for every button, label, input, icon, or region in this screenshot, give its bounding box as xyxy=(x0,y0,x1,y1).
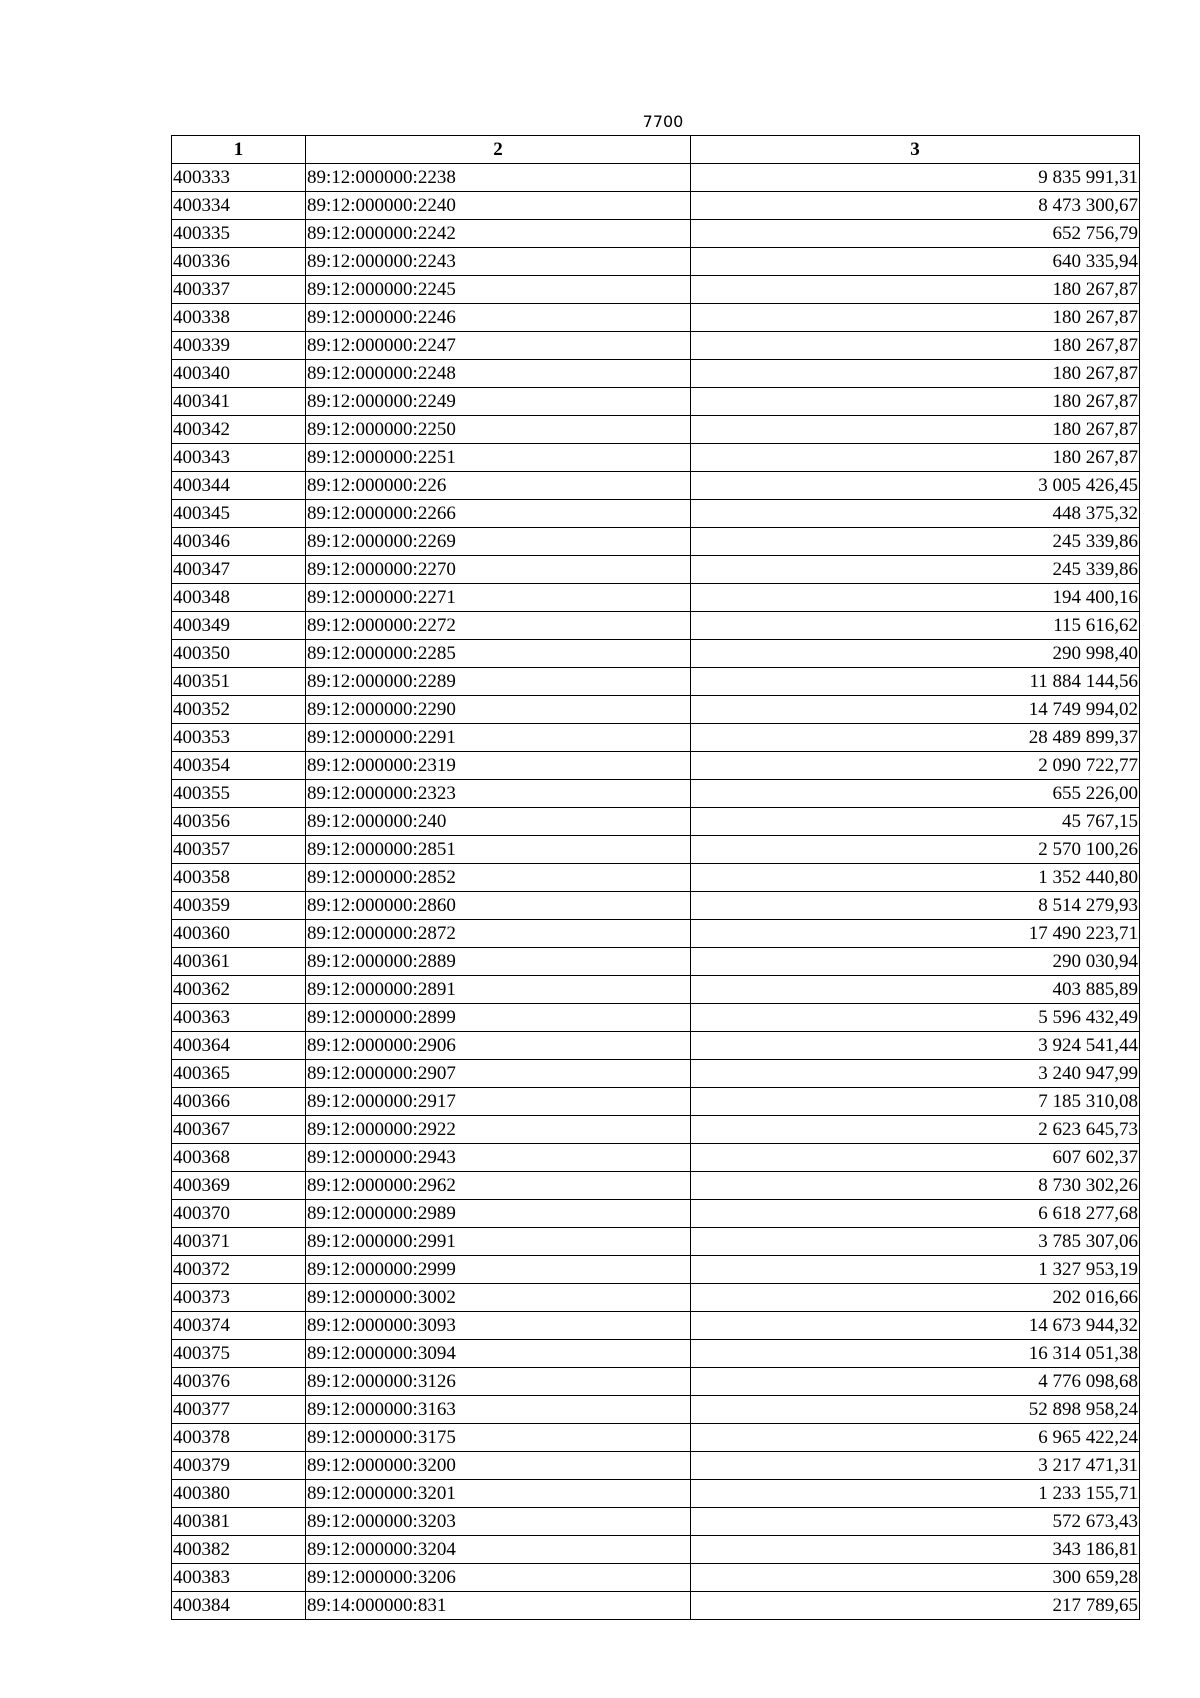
cell-cadastral-number: 89:12:000000:3200 xyxy=(306,1452,691,1480)
table-row xyxy=(172,668,1140,696)
cell-number: 400369 xyxy=(172,1172,306,1200)
column-header-3: 3 xyxy=(691,136,1140,164)
cell-cadastral-number: 89:12:000000:2889 xyxy=(306,948,691,976)
cell-value: 4 776 098,68 xyxy=(691,1368,1140,1396)
table-row xyxy=(172,1032,1140,1060)
cell-cadastral-number: 89:12:000000:2851 xyxy=(306,836,691,864)
cell-cadastral-number: 89:12:000000:2270 xyxy=(306,556,691,584)
cell-value: 180 267,87 xyxy=(691,276,1140,304)
cell-cadastral-number: 89:12:000000:2906 xyxy=(306,1032,691,1060)
cell-cadastral-number: 89:12:000000:2323 xyxy=(306,780,691,808)
cell-value: 652 756,79 xyxy=(691,220,1140,248)
cell-value: 9 835 991,31 xyxy=(691,164,1140,192)
cell-value: 11 884 144,56 xyxy=(691,668,1140,696)
cell-number: 400347 xyxy=(172,556,306,584)
cell-cadastral-number: 89:12:000000:3201 xyxy=(306,1480,691,1508)
cell-cadastral-number: 89:12:000000:2290 xyxy=(306,696,691,724)
table-row xyxy=(172,1536,1140,1564)
cell-value: 14 749 994,02 xyxy=(691,696,1140,724)
table-row xyxy=(172,780,1140,808)
cell-cadastral-number: 89:12:000000:2249 xyxy=(306,388,691,416)
cell-number: 400375 xyxy=(172,1340,306,1368)
table-row xyxy=(172,388,1140,416)
cell-value: 8 730 302,26 xyxy=(691,1172,1140,1200)
table-header xyxy=(172,136,1140,164)
cell-number: 400334 xyxy=(172,192,306,220)
cell-number: 400360 xyxy=(172,920,306,948)
cell-number: 400383 xyxy=(172,1564,306,1592)
table-row xyxy=(172,920,1140,948)
cell-value: 8 514 279,93 xyxy=(691,892,1140,920)
cell-value: 290 998,40 xyxy=(691,640,1140,668)
table-row xyxy=(172,360,1140,388)
cell-cadastral-number: 89:12:000000:2247 xyxy=(306,332,691,360)
table-row xyxy=(172,556,1140,584)
cell-value: 2 090 722,77 xyxy=(691,752,1140,780)
cell-number: 400351 xyxy=(172,668,306,696)
cell-value: 6 965 422,24 xyxy=(691,1424,1140,1452)
cell-cadastral-number: 89:12:000000:2907 xyxy=(306,1060,691,1088)
table-row xyxy=(172,584,1140,612)
cell-value: 1 233 155,71 xyxy=(691,1480,1140,1508)
cell-cadastral-number: 89:12:000000:3204 xyxy=(306,1536,691,1564)
cell-value: 180 267,87 xyxy=(691,388,1140,416)
cell-cadastral-number: 89:12:000000:3093 xyxy=(306,1312,691,1340)
cell-value: 607 602,37 xyxy=(691,1144,1140,1172)
table-row xyxy=(172,1368,1140,1396)
cell-cadastral-number: 89:12:000000:2999 xyxy=(306,1256,691,1284)
cell-number: 400370 xyxy=(172,1200,306,1228)
cell-cadastral-number: 89:12:000000:2251 xyxy=(306,444,691,472)
page-number: 7700 xyxy=(642,112,684,131)
table-row xyxy=(172,1508,1140,1536)
cell-number: 400335 xyxy=(172,220,306,248)
header-row xyxy=(172,136,1140,164)
table-row xyxy=(172,948,1140,976)
cell-cadastral-number: 89:12:000000:2872 xyxy=(306,920,691,948)
table-row xyxy=(172,808,1140,836)
cell-value: 14 673 944,32 xyxy=(691,1312,1140,1340)
cell-value: 448 375,32 xyxy=(691,500,1140,528)
cell-cadastral-number: 89:12:000000:2962 xyxy=(306,1172,691,1200)
cell-number: 400372 xyxy=(172,1256,306,1284)
cell-number: 400366 xyxy=(172,1088,306,1116)
cell-value: 300 659,28 xyxy=(691,1564,1140,1592)
cell-number: 400367 xyxy=(172,1116,306,1144)
cell-number: 400345 xyxy=(172,500,306,528)
cell-number: 400349 xyxy=(172,612,306,640)
cell-value: 2 623 645,73 xyxy=(691,1116,1140,1144)
table-row xyxy=(172,1200,1140,1228)
cell-number: 400384 xyxy=(172,1592,306,1620)
table-row xyxy=(172,724,1140,752)
table-row xyxy=(172,640,1140,668)
cell-cadastral-number: 89:12:000000:2238 xyxy=(306,164,691,192)
cell-number: 400356 xyxy=(172,808,306,836)
cell-value: 202 016,66 xyxy=(691,1284,1140,1312)
cell-value: 640 335,94 xyxy=(691,248,1140,276)
cell-number: 400364 xyxy=(172,1032,306,1060)
cell-value: 572 673,43 xyxy=(691,1508,1140,1536)
cell-value: 245 339,86 xyxy=(691,556,1140,584)
cell-number: 400342 xyxy=(172,416,306,444)
cell-number: 400365 xyxy=(172,1060,306,1088)
cell-number: 400348 xyxy=(172,584,306,612)
cell-number: 400379 xyxy=(172,1452,306,1480)
cell-cadastral-number: 89:12:000000:2285 xyxy=(306,640,691,668)
table-row xyxy=(172,1004,1140,1032)
cell-number: 400381 xyxy=(172,1508,306,1536)
cell-number: 400380 xyxy=(172,1480,306,1508)
table-row xyxy=(172,1312,1140,1340)
cell-value: 7 185 310,08 xyxy=(691,1088,1140,1116)
cell-value: 45 767,15 xyxy=(691,808,1140,836)
cell-number: 400355 xyxy=(172,780,306,808)
table-row xyxy=(172,416,1140,444)
cell-value: 3 217 471,31 xyxy=(691,1452,1140,1480)
cell-cadastral-number: 89:12:000000:2289 xyxy=(306,668,691,696)
cell-number: 400382 xyxy=(172,1536,306,1564)
cell-number: 400371 xyxy=(172,1228,306,1256)
cell-cadastral-number: 89:12:000000:2243 xyxy=(306,248,691,276)
cell-cadastral-number: 89:12:000000:2272 xyxy=(306,612,691,640)
cell-number: 400346 xyxy=(172,528,306,556)
cell-number: 400378 xyxy=(172,1424,306,1452)
cell-value: 3 240 947,99 xyxy=(691,1060,1140,1088)
table-row xyxy=(172,1116,1140,1144)
table-row xyxy=(172,444,1140,472)
cell-number: 400377 xyxy=(172,1396,306,1424)
table-row xyxy=(172,696,1140,724)
table-row xyxy=(172,1424,1140,1452)
cell-number: 400376 xyxy=(172,1368,306,1396)
table-row xyxy=(172,1592,1140,1620)
table-row xyxy=(172,332,1140,360)
cell-value: 180 267,87 xyxy=(691,332,1140,360)
cell-cadastral-number: 89:12:000000:240 xyxy=(306,808,691,836)
data-table xyxy=(171,135,1140,1620)
cell-cadastral-number: 89:12:000000:3094 xyxy=(306,1340,691,1368)
cell-value: 1 352 440,80 xyxy=(691,864,1140,892)
table-row xyxy=(172,248,1140,276)
cell-cadastral-number: 89:12:000000:2991 xyxy=(306,1228,691,1256)
cell-number: 400363 xyxy=(172,1004,306,1032)
cell-cadastral-number: 89:12:000000:3126 xyxy=(306,1368,691,1396)
cell-cadastral-number: 89:12:000000:2860 xyxy=(306,892,691,920)
cell-cadastral-number: 89:12:000000:2271 xyxy=(306,584,691,612)
table-row xyxy=(172,1284,1140,1312)
cell-value: 194 400,16 xyxy=(691,584,1140,612)
cell-cadastral-number: 89:12:000000:2291 xyxy=(306,724,691,752)
cell-number: 400352 xyxy=(172,696,306,724)
cell-cadastral-number: 89:12:000000:2269 xyxy=(306,528,691,556)
cell-number: 400339 xyxy=(172,332,306,360)
table-row xyxy=(172,1172,1140,1200)
table-row xyxy=(172,528,1140,556)
table-row xyxy=(172,1452,1140,1480)
table-row xyxy=(172,220,1140,248)
table-row xyxy=(172,1564,1140,1592)
cell-cadastral-number: 89:12:000000:2246 xyxy=(306,304,691,332)
cell-cadastral-number: 89:12:000000:3163 xyxy=(306,1396,691,1424)
table-row xyxy=(172,164,1140,192)
table-row xyxy=(172,1256,1140,1284)
cell-cadastral-number: 89:12:000000:2989 xyxy=(306,1200,691,1228)
cell-number: 400343 xyxy=(172,444,306,472)
cell-number: 400362 xyxy=(172,976,306,1004)
table-row xyxy=(172,752,1140,780)
table-row xyxy=(172,1228,1140,1256)
cell-cadastral-number: 89:12:000000:2917 xyxy=(306,1088,691,1116)
cell-cadastral-number: 89:12:000000:2242 xyxy=(306,220,691,248)
cell-value: 3 924 541,44 xyxy=(691,1032,1140,1060)
cell-cadastral-number: 89:12:000000:2943 xyxy=(306,1144,691,1172)
cell-value: 115 616,62 xyxy=(691,612,1140,640)
cell-cadastral-number: 89:12:000000:2922 xyxy=(306,1116,691,1144)
cell-number: 400359 xyxy=(172,892,306,920)
cell-number: 400354 xyxy=(172,752,306,780)
cell-cadastral-number: 89:12:000000:2248 xyxy=(306,360,691,388)
table-row xyxy=(172,1060,1140,1088)
table-row xyxy=(172,192,1140,220)
cell-value: 3 785 307,06 xyxy=(691,1228,1140,1256)
cell-number: 400368 xyxy=(172,1144,306,1172)
table-row xyxy=(172,1340,1140,1368)
column-header-1: 1 xyxy=(172,136,306,164)
cell-cadastral-number: 89:12:000000:2240 xyxy=(306,192,691,220)
table-row xyxy=(172,472,1140,500)
cell-number: 400337 xyxy=(172,276,306,304)
cell-number: 400338 xyxy=(172,304,306,332)
cell-number: 400373 xyxy=(172,1284,306,1312)
cell-cadastral-number: 89:12:000000:3206 xyxy=(306,1564,691,1592)
cell-cadastral-number: 89:12:000000:2852 xyxy=(306,864,691,892)
cell-number: 400336 xyxy=(172,248,306,276)
cell-value: 28 489 899,37 xyxy=(691,724,1140,752)
cell-value: 2 570 100,26 xyxy=(691,836,1140,864)
cell-value: 217 789,65 xyxy=(691,1592,1140,1620)
table-row xyxy=(172,304,1140,332)
cell-value: 343 186,81 xyxy=(691,1536,1140,1564)
table-row xyxy=(172,1396,1140,1424)
table-body xyxy=(172,164,1140,1620)
cell-number: 400350 xyxy=(172,640,306,668)
cell-number: 400344 xyxy=(172,472,306,500)
cell-cadastral-number: 89:12:000000:2891 xyxy=(306,976,691,1004)
cell-value: 180 267,87 xyxy=(691,444,1140,472)
table-row xyxy=(172,892,1140,920)
cell-cadastral-number: 89:12:000000:2266 xyxy=(306,500,691,528)
cell-cadastral-number: 89:12:000000:226 xyxy=(306,472,691,500)
cell-value: 180 267,87 xyxy=(691,360,1140,388)
cell-number: 400340 xyxy=(172,360,306,388)
cell-cadastral-number: 89:12:000000:3002 xyxy=(306,1284,691,1312)
table-row xyxy=(172,1144,1140,1172)
table-row xyxy=(172,1480,1140,1508)
table-row xyxy=(172,276,1140,304)
cell-number: 400341 xyxy=(172,388,306,416)
cell-value: 403 885,89 xyxy=(691,976,1140,1004)
cell-value: 245 339,86 xyxy=(691,528,1140,556)
cell-value: 16 314 051,38 xyxy=(691,1340,1140,1368)
cell-value: 52 898 958,24 xyxy=(691,1396,1140,1424)
cell-value: 8 473 300,67 xyxy=(691,192,1140,220)
cell-number: 400357 xyxy=(172,836,306,864)
cell-value: 1 327 953,19 xyxy=(691,1256,1140,1284)
cell-value: 180 267,87 xyxy=(691,304,1140,332)
cell-cadastral-number: 89:12:000000:2250 xyxy=(306,416,691,444)
cell-number: 400358 xyxy=(172,864,306,892)
cell-number: 400353 xyxy=(172,724,306,752)
cell-cadastral-number: 89:12:000000:2319 xyxy=(306,752,691,780)
table-row xyxy=(172,1088,1140,1116)
cell-value: 180 267,87 xyxy=(691,416,1140,444)
table-row xyxy=(172,976,1140,1004)
cell-cadastral-number: 89:12:000000:3175 xyxy=(306,1424,691,1452)
cell-value: 3 005 426,45 xyxy=(691,472,1140,500)
cell-cadastral-number: 89:14:000000:831 xyxy=(306,1592,691,1620)
cell-value: 655 226,00 xyxy=(691,780,1140,808)
cell-number: 400333 xyxy=(172,164,306,192)
column-header-2: 2 xyxy=(306,136,691,164)
table-row xyxy=(172,500,1140,528)
cell-value: 17 490 223,71 xyxy=(691,920,1140,948)
cell-value: 5 596 432,49 xyxy=(691,1004,1140,1032)
cell-value: 290 030,94 xyxy=(691,948,1140,976)
table-row xyxy=(172,864,1140,892)
cell-value: 6 618 277,68 xyxy=(691,1200,1140,1228)
cell-number: 400361 xyxy=(172,948,306,976)
cell-cadastral-number: 89:12:000000:3203 xyxy=(306,1508,691,1536)
table-row xyxy=(172,836,1140,864)
cell-cadastral-number: 89:12:000000:2899 xyxy=(306,1004,691,1032)
cell-number: 400374 xyxy=(172,1312,306,1340)
table-row xyxy=(172,612,1140,640)
cell-cadastral-number: 89:12:000000:2245 xyxy=(306,276,691,304)
